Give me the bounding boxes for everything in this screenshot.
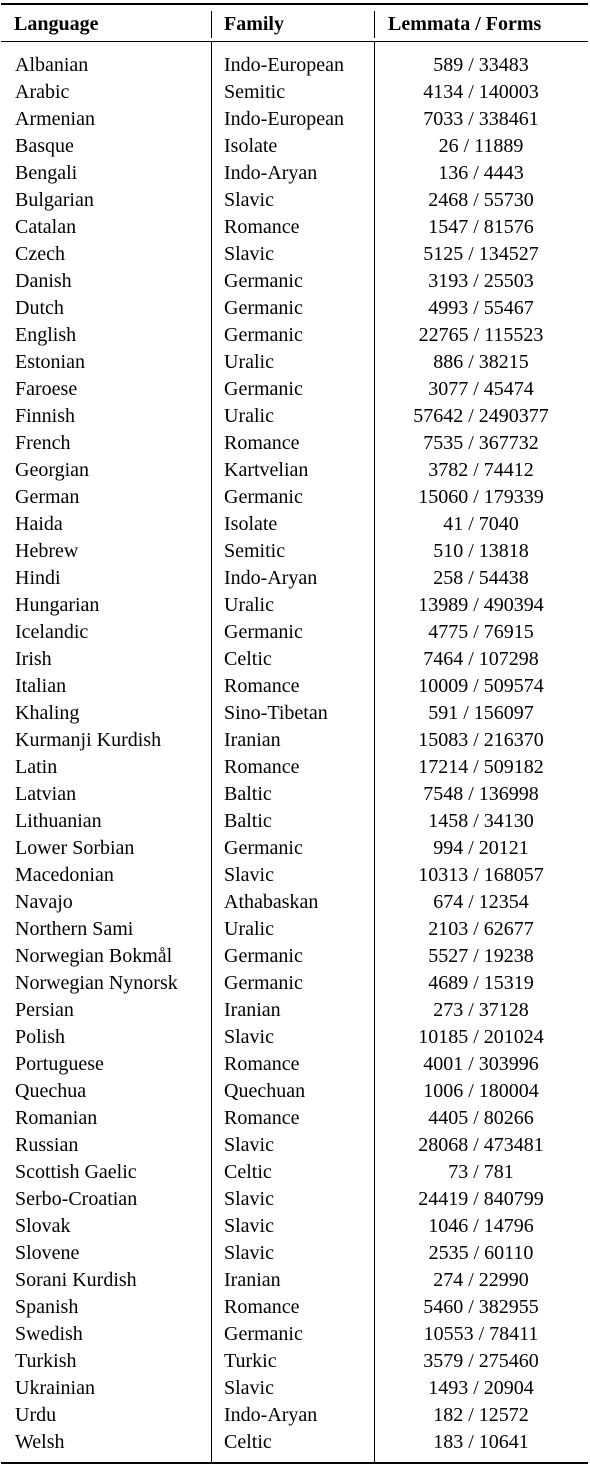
cell-lemmata-forms: 591 / 156097	[428, 702, 534, 724]
cell-language: Bengali	[15, 162, 78, 184]
cell-lemmata-forms: 2103 / 62677	[428, 918, 534, 940]
cell-lemmata-forms: 26 / 11889	[438, 135, 524, 157]
cell-lemmata-forms: 41 / 7040	[443, 513, 519, 535]
cell-language: Romanian	[15, 1107, 98, 1129]
cell-lemmata-forms: 10553 / 78411	[423, 1323, 539, 1345]
cell-family: Sino-Tibetan	[224, 702, 328, 724]
table-row	[1, 1375, 588, 1402]
cell-lemmata-forms: 1547 / 81576	[428, 216, 534, 238]
column-divider-2	[374, 11, 375, 38]
cell-family: Iranian	[224, 999, 281, 1021]
cell-language: Estonian	[15, 351, 85, 373]
table-row	[1, 1267, 588, 1294]
cell-language: Czech	[15, 243, 65, 265]
cell-lemmata-forms: 273 / 37128	[433, 999, 529, 1021]
cell-lemmata-forms: 589 / 33483	[433, 54, 529, 76]
cell-lemmata-forms: 10185 / 201024	[418, 1026, 544, 1048]
cell-family: Kartvelian	[224, 459, 309, 481]
cell-family: Slavic	[224, 1377, 274, 1399]
table-row	[1, 862, 588, 889]
cell-language: Swedish	[15, 1323, 83, 1345]
table-row	[1, 1294, 588, 1321]
cell-lemmata-forms: 7535 / 367732	[423, 432, 539, 454]
table-row	[1, 187, 588, 214]
cell-language: Irish	[15, 648, 52, 670]
cell-family: Romance	[224, 756, 300, 778]
cell-lemmata-forms: 274 / 22990	[433, 1269, 529, 1291]
column-divider-1	[211, 11, 212, 38]
cell-language: Turkish	[15, 1350, 77, 1372]
cell-family: Slavic	[224, 864, 274, 886]
table-row	[1, 1159, 588, 1186]
cell-language: Russian	[15, 1134, 79, 1156]
table-row	[1, 1051, 588, 1078]
cell-language: Norwegian Bokmål	[15, 945, 173, 967]
cell-family: Semitic	[224, 81, 286, 103]
cell-family: Celtic	[224, 648, 272, 670]
cell-lemmata-forms: 674 / 12354	[433, 891, 529, 913]
cell-language: Persian	[15, 999, 74, 1021]
cell-lemmata-forms: 4993 / 55467	[428, 297, 534, 319]
cell-lemmata-forms: 24419 / 840799	[418, 1188, 544, 1210]
cell-lemmata-forms: 15060 / 179339	[418, 486, 544, 508]
cell-lemmata-forms: 1006 / 180004	[423, 1080, 539, 1102]
table-row	[1, 700, 588, 727]
cell-family: Romance	[224, 1107, 300, 1129]
table-row	[1, 565, 588, 592]
cell-family: Uralic	[224, 405, 274, 427]
cell-language: Khaling	[15, 702, 80, 724]
table-row	[1, 1240, 588, 1267]
cell-lemmata-forms: 57642 / 2490377	[413, 405, 549, 427]
cell-lemmata-forms: 4775 / 76915	[428, 621, 534, 643]
cell-lemmata-forms: 1493 / 20904	[428, 1377, 534, 1399]
cell-lemmata-forms: 258 / 54438	[433, 567, 529, 589]
cell-language: Sorani Kurdish	[15, 1269, 137, 1291]
cell-language: Urdu	[15, 1404, 57, 1426]
header-lemmata-forms: Lemmata / Forms	[388, 13, 542, 35]
table-row	[1, 592, 588, 619]
table-row	[1, 754, 588, 781]
table-row	[1, 943, 588, 970]
table-row	[1, 1429, 588, 1456]
cell-family: Quechuan	[224, 1080, 306, 1102]
cell-language: Haida	[15, 513, 63, 535]
table-row	[1, 646, 588, 673]
cell-language: Finnish	[15, 405, 76, 427]
cell-lemmata-forms: 73 / 781	[448, 1161, 514, 1183]
language-table	[1, 3, 588, 1464]
cell-family: Slavic	[224, 1215, 274, 1237]
table-row	[1, 1024, 588, 1051]
cell-language: Faroese	[15, 378, 78, 400]
cell-family: Baltic	[224, 783, 272, 805]
table-row	[1, 511, 588, 538]
cell-language: English	[15, 324, 77, 346]
cell-lemmata-forms: 3077 / 45474	[428, 378, 534, 400]
table-row	[1, 133, 588, 160]
cell-language: Norwegian Nynorsk	[15, 972, 178, 994]
cell-language: Latvian	[15, 783, 77, 805]
cell-family: Isolate	[224, 513, 278, 535]
cell-lemmata-forms: 17214 / 509182	[418, 756, 544, 778]
header-family: Family	[224, 13, 284, 35]
table-row	[1, 1186, 588, 1213]
cell-family: Isolate	[224, 135, 278, 157]
cell-language: Macedonian	[15, 864, 114, 886]
cell-family: Germanic	[224, 378, 303, 400]
table-row	[1, 1402, 588, 1429]
cell-lemmata-forms: 2535 / 60110	[428, 1242, 534, 1264]
cell-family: Slavic	[224, 243, 274, 265]
cell-language: Albanian	[15, 54, 89, 76]
cell-language: Ukrainian	[15, 1377, 95, 1399]
table-row	[1, 808, 588, 835]
table-row	[1, 1078, 588, 1105]
cell-language: Hungarian	[15, 594, 100, 616]
cell-family: Baltic	[224, 810, 272, 832]
cell-lemmata-forms: 4134 / 140003	[423, 81, 539, 103]
cell-language: Latin	[15, 756, 58, 778]
cell-family: Germanic	[224, 1323, 303, 1345]
cell-lemmata-forms: 510 / 13818	[433, 540, 529, 562]
table-row	[1, 673, 588, 700]
cell-language: Quechua	[15, 1080, 87, 1102]
cell-lemmata-forms: 3579 / 275460	[423, 1350, 539, 1372]
cell-family: Slavic	[224, 1188, 274, 1210]
cell-family: Romance	[224, 1296, 300, 1318]
cell-language: Italian	[15, 675, 67, 697]
cell-family: Slavic	[224, 1134, 274, 1156]
table-row	[1, 619, 588, 646]
cell-family: Semitic	[224, 540, 286, 562]
table-row	[1, 349, 588, 376]
cell-lemmata-forms: 7548 / 136998	[423, 783, 539, 805]
table-row	[1, 1213, 588, 1240]
cell-language: Navajo	[15, 891, 73, 913]
cell-language: Catalan	[15, 216, 77, 238]
table-row	[1, 430, 588, 457]
cell-family: Celtic	[224, 1161, 272, 1183]
cell-family: Uralic	[224, 351, 274, 373]
cell-language: Hindi	[15, 567, 61, 589]
cell-language: Icelandic	[15, 621, 89, 643]
cell-lemmata-forms: 2468 / 55730	[428, 189, 534, 211]
cell-lemmata-forms: 1458 / 34130	[428, 810, 534, 832]
table-row	[1, 295, 588, 322]
cell-family: Uralic	[224, 594, 274, 616]
table-row	[1, 835, 588, 862]
cell-lemmata-forms: 1046 / 14796	[428, 1215, 534, 1237]
table-row	[1, 1132, 588, 1159]
cell-lemmata-forms: 10313 / 168057	[418, 864, 544, 886]
cell-family: Athabaskan	[224, 891, 319, 913]
table-row	[1, 52, 588, 79]
cell-family: Germanic	[224, 972, 303, 994]
table-row	[1, 214, 588, 241]
table-row	[1, 1348, 588, 1375]
cell-language: Slovene	[15, 1242, 80, 1264]
cell-family: Indo-European	[224, 108, 344, 130]
cell-family: Slavic	[224, 189, 274, 211]
cell-language: Scottish Gaelic	[15, 1161, 137, 1183]
cell-family: Germanic	[224, 486, 303, 508]
cell-language: Danish	[15, 270, 72, 292]
cell-language: Hebrew	[15, 540, 79, 562]
cell-language: Georgian	[15, 459, 90, 481]
table-header-row	[1, 5, 588, 41]
cell-lemmata-forms: 3193 / 25503	[428, 270, 534, 292]
cell-lemmata-forms: 4405 / 80266	[428, 1107, 534, 1129]
table-row	[1, 997, 588, 1024]
table-row	[1, 538, 588, 565]
table-row	[1, 322, 588, 349]
table-row	[1, 160, 588, 187]
cell-language: Kurmanji Kurdish	[15, 729, 162, 751]
cell-language: Lower Sorbian	[15, 837, 135, 859]
cell-lemmata-forms: 10009 / 509574	[418, 675, 544, 697]
cell-lemmata-forms: 994 / 20121	[433, 837, 529, 859]
table-row	[1, 970, 588, 997]
cell-lemmata-forms: 13989 / 490394	[418, 594, 544, 616]
cell-language: Dutch	[15, 297, 64, 319]
cell-family: Turkic	[224, 1350, 277, 1372]
cell-family: Germanic	[224, 837, 303, 859]
cell-lemmata-forms: 5125 / 134527	[423, 243, 539, 265]
table-body	[1, 42, 588, 1462]
table-row	[1, 1105, 588, 1132]
cell-language: Portuguese	[15, 1053, 104, 1075]
cell-language: French	[15, 432, 71, 454]
cell-lemmata-forms: 7033 / 338461	[423, 108, 539, 130]
table-row	[1, 916, 588, 943]
cell-family: Indo-Aryan	[224, 567, 318, 589]
table-row	[1, 268, 588, 295]
cell-family: Romance	[224, 675, 300, 697]
cell-lemmata-forms: 183 / 10641	[433, 1431, 529, 1453]
cell-lemmata-forms: 3782 / 74412	[428, 459, 534, 481]
cell-lemmata-forms: 886 / 38215	[433, 351, 529, 373]
cell-family: Germanic	[224, 297, 303, 319]
cell-family: Romance	[224, 1053, 300, 1075]
cell-language: Lithuanian	[15, 810, 102, 832]
cell-lemmata-forms: 15083 / 216370	[418, 729, 544, 751]
table-row	[1, 403, 588, 430]
cell-language: Welsh	[15, 1431, 65, 1453]
cell-lemmata-forms: 136 / 4443	[438, 162, 524, 184]
cell-family: Romance	[224, 432, 300, 454]
cell-family: Slavic	[224, 1242, 274, 1264]
cell-family: Iranian	[224, 1269, 281, 1291]
cell-family: Uralic	[224, 918, 274, 940]
cell-lemmata-forms: 22765 / 115523	[418, 324, 544, 346]
cell-family: Romance	[224, 216, 300, 238]
cell-family: Germanic	[224, 945, 303, 967]
cell-language: Basque	[15, 135, 74, 157]
cell-lemmata-forms: 5527 / 19238	[428, 945, 534, 967]
cell-lemmata-forms: 5460 / 382955	[423, 1296, 539, 1318]
cell-language: Slovak	[15, 1215, 71, 1237]
cell-language: Arabic	[15, 81, 70, 103]
cell-language: Northern Sami	[15, 918, 134, 940]
cell-lemmata-forms: 4689 / 15319	[428, 972, 534, 994]
cell-family: Germanic	[224, 324, 303, 346]
cell-language: German	[15, 486, 80, 508]
table-row	[1, 484, 588, 511]
table-row	[1, 1321, 588, 1348]
cell-language: Polish	[15, 1026, 66, 1048]
table-row	[1, 781, 588, 808]
cell-lemmata-forms: 28068 / 473481	[418, 1134, 544, 1156]
cell-lemmata-forms: 7464 / 107298	[423, 648, 539, 670]
cell-lemmata-forms: 182 / 12572	[433, 1404, 529, 1426]
cell-family: Indo-Aryan	[224, 162, 318, 184]
table-row	[1, 727, 588, 754]
cell-family: Slavic	[224, 1026, 274, 1048]
header-language: Language	[14, 13, 99, 35]
table-row	[1, 241, 588, 268]
table-row	[1, 457, 588, 484]
cell-language: Armenian	[15, 108, 95, 130]
cell-family: Germanic	[224, 621, 303, 643]
cell-lemmata-forms: 4001 / 303996	[423, 1053, 539, 1075]
table-row	[1, 106, 588, 133]
cell-language: Serbo-Croatian	[15, 1188, 138, 1210]
cell-family: Indo-Aryan	[224, 1404, 318, 1426]
cell-language: Spanish	[15, 1296, 79, 1318]
table-row	[1, 376, 588, 403]
cell-family: Germanic	[224, 270, 303, 292]
cell-language: Bulgarian	[15, 189, 94, 211]
table-row	[1, 79, 588, 106]
table-row	[1, 889, 588, 916]
cell-family: Indo-European	[224, 54, 344, 76]
cell-family: Celtic	[224, 1431, 272, 1453]
cell-family: Iranian	[224, 729, 281, 751]
